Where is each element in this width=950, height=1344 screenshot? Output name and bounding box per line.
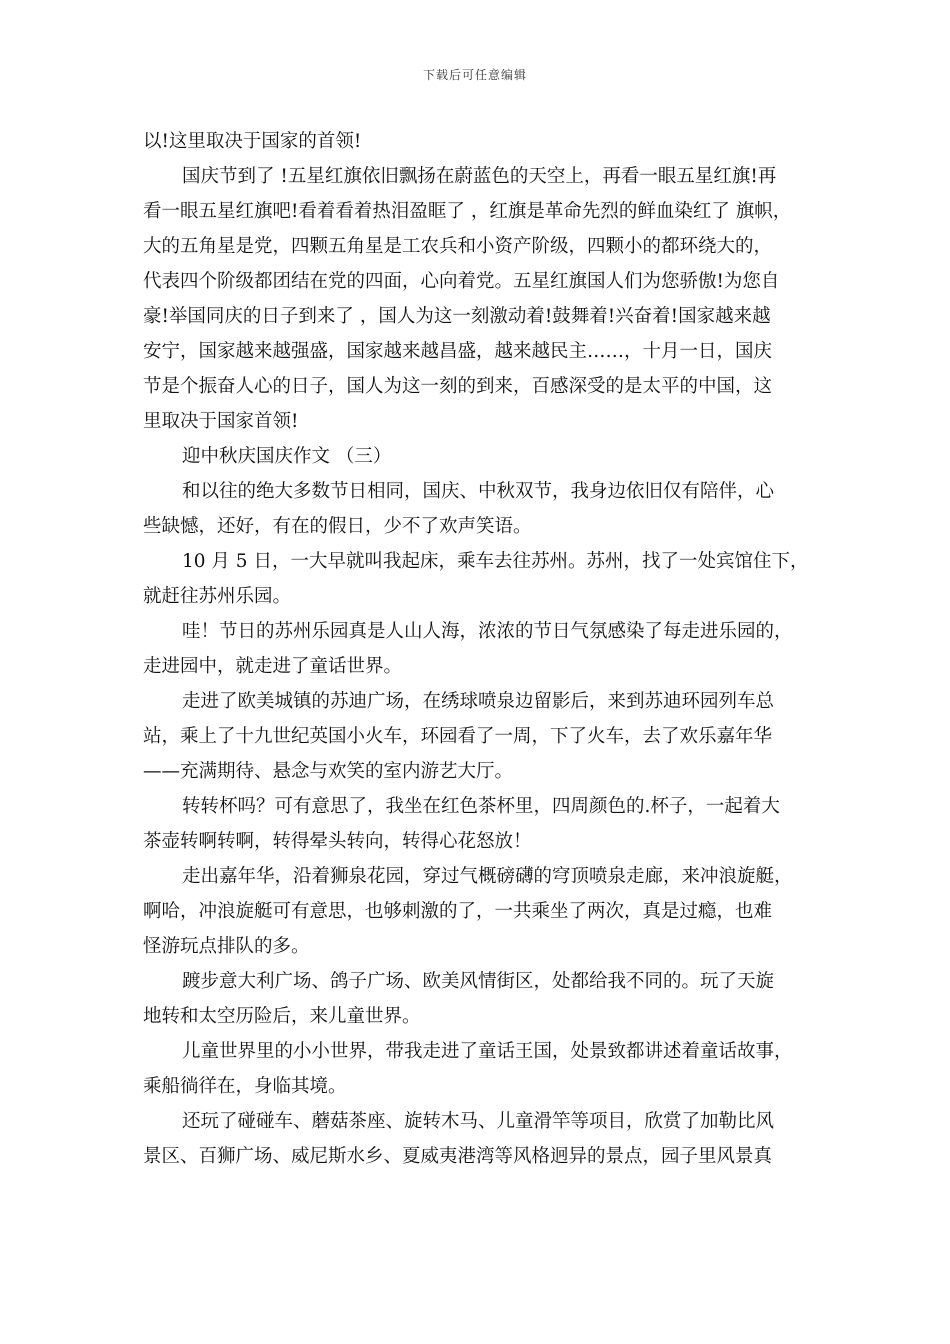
text-line: 里取决于国家首领! — [143, 411, 299, 432]
text-line: 站，乘上了十九世纪英国小火车，环园看了一周，下了火车，去了欢乐嘉年华 — [143, 726, 773, 747]
text-line: 转转杯吗？可有意思了，我坐在红色茶杯里，四周颜色的.杯子，一起着大 — [182, 796, 780, 817]
text-line: 地转和太空历险后，来儿童世界。 — [143, 1006, 421, 1027]
text-line: 代表四个阶级都团结在党的四面，心向着党。五星红旗国人们为您骄傲!为您自 — [143, 271, 780, 292]
text-line: 以!这里取决于国家的首领! — [143, 131, 362, 152]
text-line: 走进园中，就走进了童话世界。 — [143, 656, 403, 677]
text-line: 啊哈，冲浪旋艇可有意思，也够刺激的了，一共乘坐了两次，真是过瘾，也难 — [143, 901, 773, 922]
text-line: 安宁，国家越来越强盛，国家越来越昌盛，越来越民主……，十月一日，国庆 — [143, 341, 773, 362]
text-line: 儿童世界里的小小世界，带我走进了童话王国，处景致都讲述着童话故事， — [182, 1041, 793, 1062]
text-line: 看一眼五星红旗吧!看着看着热泪盈眶了 ，红旗是革命先烈的鲜血染红了 旗帜， — [143, 201, 792, 222]
text-line: 就赶往苏州乐园。 — [143, 586, 292, 607]
text-line: 走进了欧美城镇的苏迪广场，在绣球喷泉边留影后，来到苏迪环园列车总 — [182, 691, 775, 712]
text-line: 踱步意大利广场、鸽子广场、欧美风情街区，处都给我不同的。玩了天旋 — [182, 971, 775, 992]
text-line: 10 月 5 日，一大早就叫我起床，乘车去往苏州。苏州，找了一处宾馆住下， — [182, 551, 809, 572]
text-line: 节是个振奋人心的日子，国人为这一刻的到来，百感深受的是太平的中国，这 — [143, 376, 773, 397]
text-line: 大的五角星是党，四颗五角星是工农兵和小资产阶级，四颗小的都环绕大的， — [143, 236, 773, 257]
text-line: 还玩了碰碰车、蘑菇茶座、旋转木马、儿童滑竿等项目，欣赏了加勒比风 — [182, 1111, 775, 1132]
text-line: 乘船徜徉在，身临其境。 — [143, 1076, 347, 1097]
text-line: 些缺憾，还好，有在的假日，少不了欢声笑语。 — [143, 516, 532, 537]
page-header: 下载后可任意编辑 — [422, 68, 527, 82]
text-line: 哇！节日的苏州乐园真是人山人海，浓浓的节日气氛感染了每走进乐园的， — [182, 621, 793, 642]
text-line: ——充满期待、悬念与欢笑的室内游艺大厅。 — [143, 761, 514, 782]
text-line: 和以往的绝大多数节日相同，国庆、中秋双节，我身边依旧仅有陪伴，心 — [182, 481, 775, 502]
text-line: 怪游玩点排队的多。 — [143, 936, 310, 957]
text-line: 迎中秋庆国庆作文 （三） — [182, 446, 392, 467]
text-line: 豪!举国同庆的日子到来了 ，国人为这一刻激动着!鼓舞着!兴奋着!国家越来越 — [143, 306, 771, 327]
text-line: 国庆节到了 !五星红旗依旧飘扬在蔚蓝色的天空上，再看一眼五星红旗!再 — [182, 166, 777, 187]
text-line: 茶壶转啊转啊，转得晕头转向，转得心花怒放！ — [143, 831, 532, 852]
document-body — [143, 124, 833, 1174]
text-line: 景区、百狮广场、威尼斯水乡、夏威夷港湾等风格迥异的景点，园子里风景真 — [143, 1146, 773, 1167]
text-line: 走出嘉年华，沿着狮泉花园，穿过气概磅礴的穹顶喷泉走廊，来冲浪旋艇， — [182, 866, 793, 887]
